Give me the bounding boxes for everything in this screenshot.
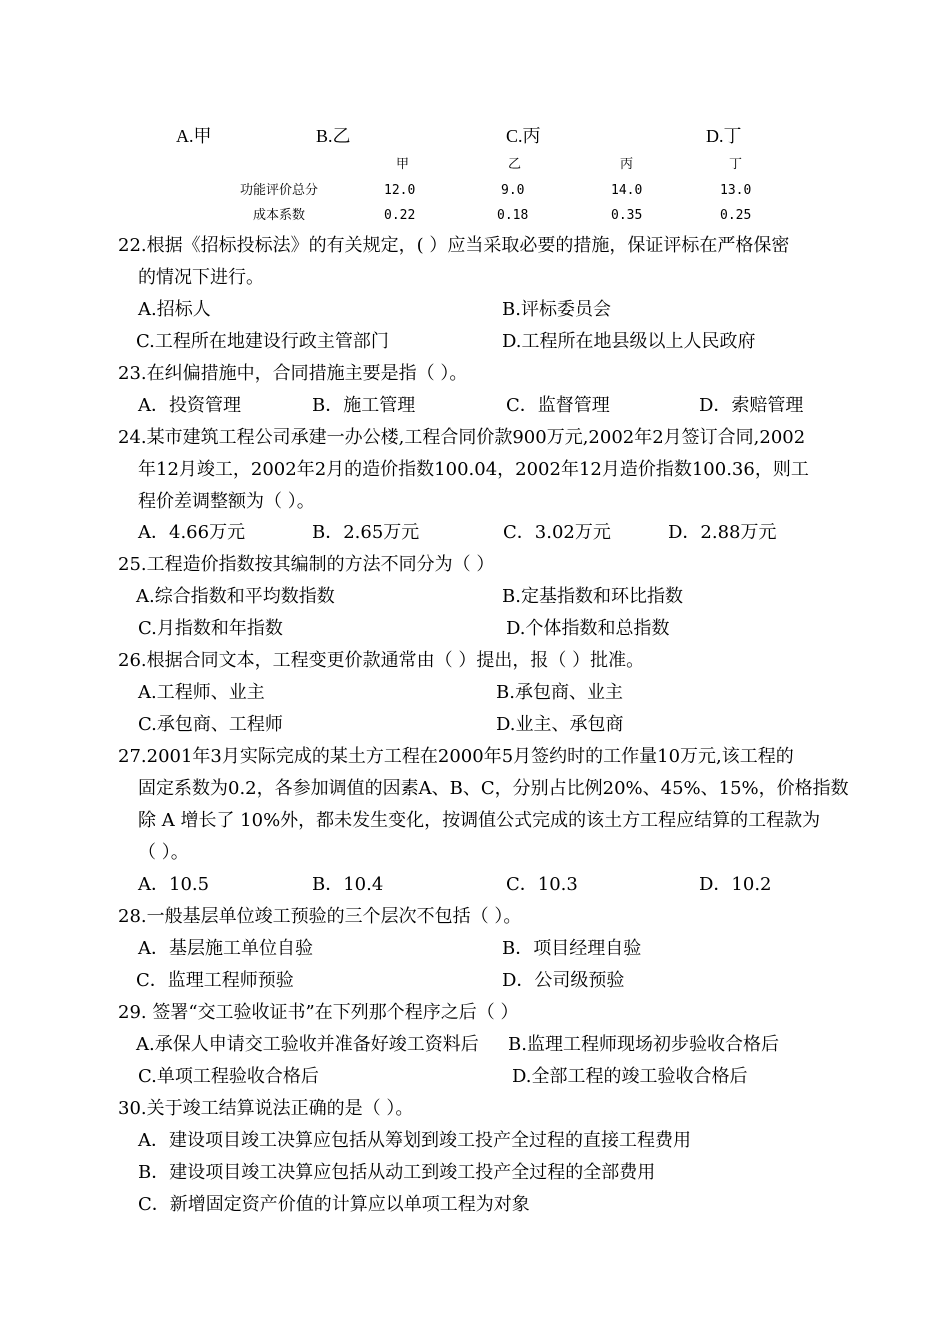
- question-28-option-b: B．项目经理自验: [502, 938, 642, 959]
- table-cell: 13.0: [720, 183, 752, 198]
- table-cell: 12.0: [384, 183, 416, 198]
- question-30-option-a: A．建设项目竣工决算应包括从筹划到竣工投产全过程的直接工程费用: [138, 1130, 691, 1151]
- question-27-text: （ ）。: [138, 842, 189, 863]
- question-23-option-b: B．施工管理: [312, 395, 416, 416]
- question-25-option-a: A.综合指数和平均数指数: [136, 586, 335, 607]
- question-25-option-d: D.个体指数和总指数: [506, 618, 670, 639]
- question-27-text: 除 A 增长了 10%外，都未发生变化，按调值公式完成的该土方工程应结算的工程款为: [138, 810, 821, 831]
- question-27-text: 固定系数为0.2，各参加调值的因素A、B、C，分别占比例20%、45%、15%，价格指数: [138, 778, 849, 799]
- question-26-option-b: B.承包商、业主: [496, 682, 623, 703]
- question-27-text: 27.2001年3月实际完成的某土方工程在2000年5月签约时的工作量10万元,该工程的: [118, 746, 794, 767]
- question-29-text: 29. 签署“交工验收证书”在下列那个程序之后（ ）: [118, 1002, 519, 1023]
- question-24-option-b: B．2.65万元: [312, 522, 420, 543]
- question-29-option-c: C.单项工程验收合格后: [138, 1066, 319, 1087]
- question-28-option-a: A．基层施工单位自验: [138, 938, 313, 959]
- table-cell: 9.0: [501, 183, 525, 198]
- question-24-option-c: C．3.02万元: [503, 522, 611, 543]
- question-27-option-b: B．10.4: [312, 874, 384, 895]
- question-23-text: 23.在纠偏措施中，合同措施主要是指（ ）。: [118, 363, 468, 384]
- question-30-option-b: B．建设项目竣工决算应包括从动工到竣工投产全过程的全部费用: [138, 1162, 656, 1183]
- table-row-label: 功能评价总分: [240, 183, 319, 198]
- question-22-option-c: C.工程所在地建设行政主管部门: [136, 331, 389, 352]
- question-24-text: 24.某市建筑工程公司承建一办公楼,工程合同价款900万元,2002年2月签订合同,2002: [118, 427, 806, 448]
- option-b: B.乙: [316, 126, 351, 146]
- table-cell: 0.35: [611, 208, 643, 223]
- question-24-text: 年12月竣工，2002年2月的造价指数100.04，2002年12月造价指数100.36，则工: [138, 459, 809, 480]
- question-23-option-d: D．索赔管理: [699, 395, 804, 416]
- table-header: 甲: [396, 157, 410, 172]
- question-23-option-c: C．监督管理: [506, 395, 610, 416]
- question-27-option-d: D．10.2: [699, 874, 772, 895]
- question-22-text: 22.根据《招标投标法》的有关规定，( ）应当采取必要的措施，保证评标在严格保密: [118, 235, 790, 256]
- question-29-option-d: D.全部工程的竣工验收合格后: [512, 1066, 748, 1087]
- table-header: 丙: [620, 157, 634, 172]
- option-a: A.甲: [176, 126, 212, 146]
- question-29-option-b: B.监理工程师现场初步验收合格后: [508, 1034, 779, 1055]
- table-cell: 0.25: [720, 208, 752, 223]
- option-d: D.丁: [706, 126, 742, 146]
- question-22-text: 的情况下进行。: [138, 267, 264, 288]
- question-22-option-d: D.工程所在地县级以上人民政府: [502, 331, 756, 352]
- table-cell: 0.18: [497, 208, 529, 223]
- question-25-text: 25.工程造价指数按其编制的方法不同分为（ ）: [118, 554, 495, 575]
- question-28-option-d: D．公司级预验: [502, 970, 625, 991]
- question-26-text: 26.根据合同文本，工程变更价款通常由（ ）提出，报（ ）批准。: [118, 650, 645, 671]
- table-cell: 14.0: [611, 183, 643, 198]
- table-cell: 0.22: [384, 208, 416, 223]
- table-header: 乙: [508, 157, 522, 172]
- option-c: C.丙: [506, 126, 541, 146]
- question-26-option-a: A.工程师、业主: [138, 682, 265, 703]
- question-26-option-c: C.承包商、工程师: [138, 714, 283, 735]
- question-25-option-c: C.月指数和年指数: [138, 618, 283, 639]
- question-24-text: 程价差调整额为（ ）。: [138, 491, 315, 512]
- question-28-option-c: C．监理工程师预验: [136, 970, 294, 991]
- question-29-option-a: A.承保人申请交工验收并准备好竣工资料后: [136, 1034, 479, 1055]
- table-header: 丁: [729, 157, 743, 172]
- question-30-text: 30.关于竣工结算说法正确的是（ ）。: [118, 1098, 414, 1119]
- question-27-option-c: C．10.3: [506, 874, 578, 895]
- question-22-option-a: A.招标人: [138, 299, 211, 320]
- question-28-text: 28.一般基层单位竣工预验的三个层次不包括（ ）。: [118, 906, 522, 927]
- question-24-option-d: D．2.88万元: [668, 522, 777, 543]
- question-30-option-c: C．新增固定资产价值的计算应以单项工程为对象: [138, 1194, 530, 1215]
- question-23-option-a: A．投资管理: [138, 395, 241, 416]
- table-row-label: 成本系数: [253, 208, 306, 223]
- question-25-option-b: B.定基指数和环比指数: [502, 586, 683, 607]
- question-22-option-b: B.评标委员会: [502, 299, 611, 320]
- question-24-option-a: A．4.66万元: [138, 522, 246, 543]
- question-26-option-d: D.业主、承包商: [496, 714, 624, 735]
- question-27-option-a: A．10.5: [138, 874, 210, 895]
